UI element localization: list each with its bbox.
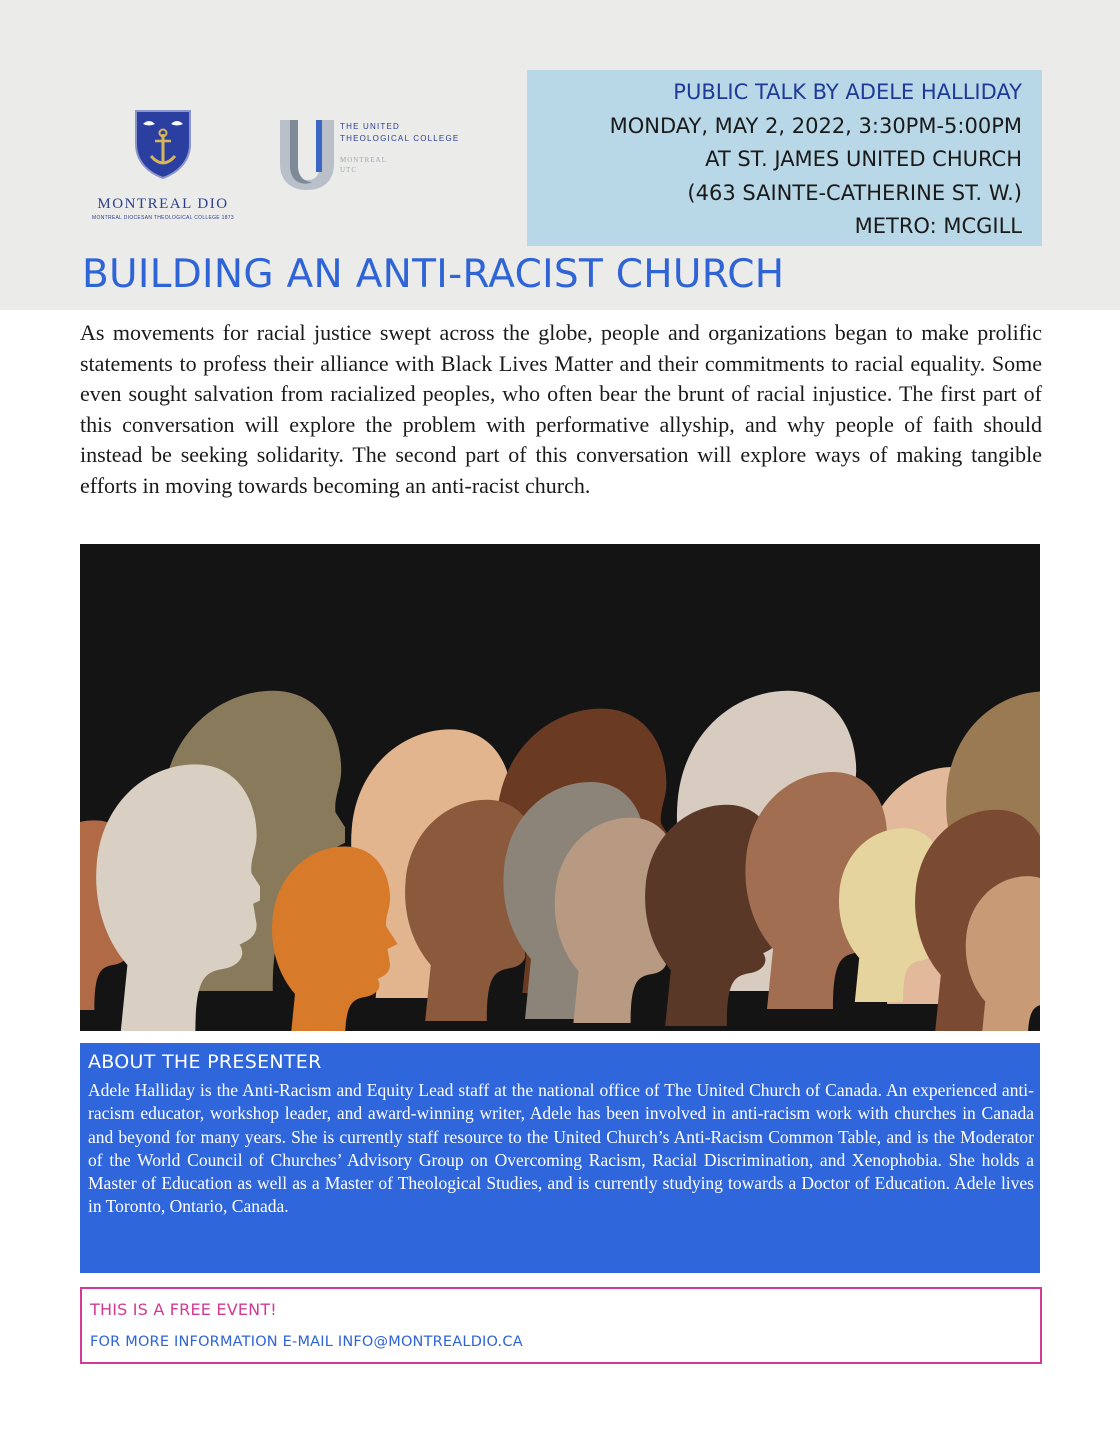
event-date: MONDAY, MAY 2, 2022, 3:30PM-5:00PM (609, 113, 1022, 138)
utc-subtitle-line2: UTC (340, 166, 357, 174)
utc-subtitle-line1: MONTREAL (340, 156, 387, 164)
anchor-shield-icon (133, 108, 193, 180)
event-address: (463 SAINTE-CATHERINE ST. W.) (687, 180, 1022, 205)
page-title: BUILDING AN ANTI-RACIST CHURCH (82, 252, 785, 297)
paper-heads-illustration (80, 544, 1040, 1031)
montreal-dio-logo (88, 108, 238, 228)
about-heading: ABOUT THE PRESENTER (88, 1051, 322, 1073)
about-presenter-section (80, 1043, 1040, 1273)
event-info-box (527, 70, 1042, 246)
dio-name: MONTREAL DIO (97, 196, 229, 212)
utc-name-line2: THEOLOGICAL COLLEGE (340, 134, 460, 143)
free-event-label: THIS IS A FREE EVENT! (90, 1300, 277, 1319)
event-metro: METRO: MCGILL (854, 214, 1022, 238)
contact-info[interactable]: FOR MORE INFORMATION E-MAIL INFO@MONTREALDIO.CA (90, 1334, 523, 1350)
utc-name-line1: THE UNITED (340, 122, 400, 131)
dio-subtitle: MONTREAL DIOCESAN THEOLOGICAL COLLEGE 1873 (92, 215, 234, 221)
u-monogram-icon (276, 116, 338, 192)
utc-logo (276, 112, 486, 192)
free-event-box (80, 1287, 1042, 1364)
intro-paragraph: As movements for racial justice swept across the globe, people and organizations began to make prolific statements to profess their alliance with Black Lives Matter and their commitments to racial equality. Some even sought salvation from racialized peoples, who often bear the brunt of racial injustice. The first part of this conversation will explore the problem with performative allyship, and why people of faith should instead be seeking solidarity. The second part of this conversation will explore ways of making tangible efforts in moving towards becoming an anti-racist church. (80, 320, 1042, 498)
event-venue: AT ST. JAMES UNITED CHURCH (705, 147, 1022, 171)
about-text: Adele Halliday is the Anti-Racism and Equity Lead staff at the national office of The United Church of Canada. An experienced anti-racism educator, workshop leader, and award-winning writer, Adele has been involved in anti-racism work with churches in Canada and beyond for many years. She is currently staff resource to the United Church’s Anti-Racism Common Table, and is the Moderator of the World Council of Churches’ Advisory Group on Overcoming Racism, Racial Discrimination, and Xenophobia. She holds a Master of Education as well as a Master of Theological Studies, and is currently studying towards a Doctor of Education. Adele lives in Toronto, Ontario, Canada. (88, 1080, 1034, 1217)
event-talk: PUBLIC TALK BY ADELE HALLIDAY (673, 80, 1022, 104)
